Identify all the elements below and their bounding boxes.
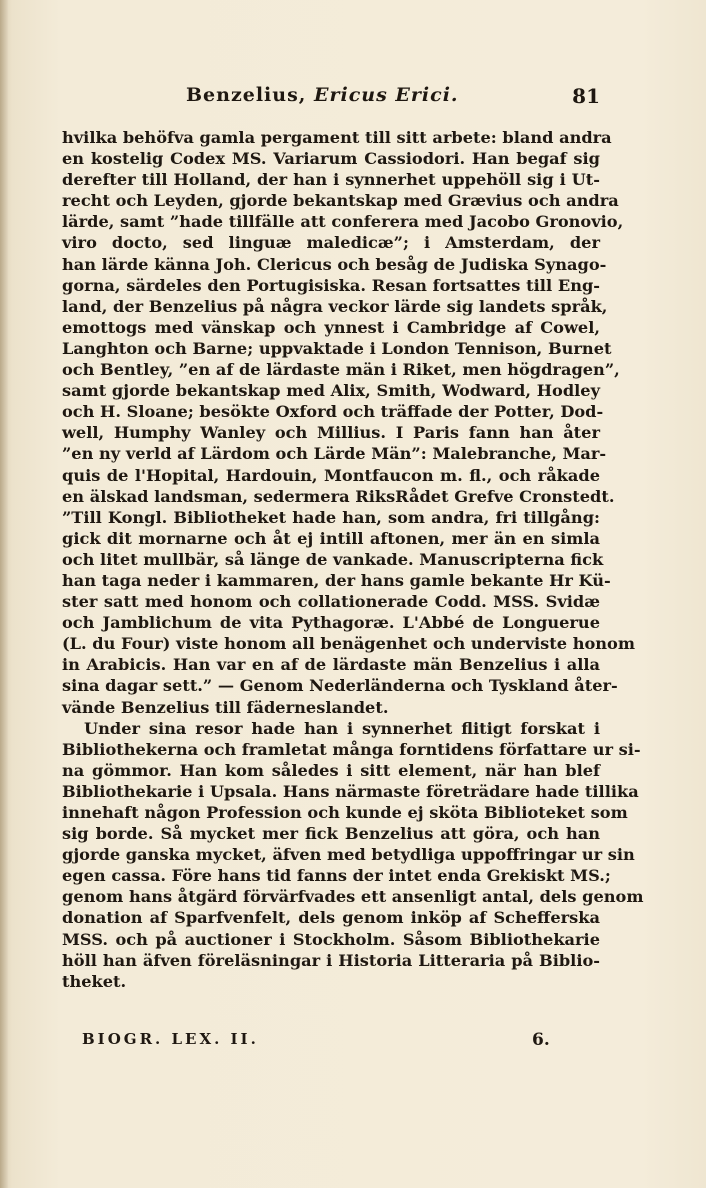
text-line: och H. Sloane; besökte Oxford och träffade der Potter, Dod- <box>62 402 604 422</box>
text-line: emottogs med vänskap och ynnest i Cambridge af Cowel, <box>62 317 600 337</box>
text-line: derefter till Holland, der han i synnerhet uppehöll sig i Ut- <box>62 170 600 190</box>
page-footer <box>62 1030 600 1056</box>
text-line: ster satt med honom och collationerade Codd. MSS. Svidæ <box>62 592 600 612</box>
text-line: höll han äfven föreläsningar i Historia Litteraria på Biblio- <box>62 950 600 970</box>
text-line: en älskad landsman, sedermera RiksRådet Grefve Cronstedt. <box>62 486 615 506</box>
page-gutter-shadow <box>0 0 8 1188</box>
text-line: och litet mullbär, så länge de vankade. Manuscripterna fick <box>62 549 604 569</box>
text-line: well, Humphy Wanley och Millius. I Paris fann han åter <box>62 423 600 443</box>
text-line: Under sina resor hade han i synnerhet flitigt forskat i <box>84 718 600 738</box>
text-line: gjorde ganska mycket, äfven med betydliga uppoffringar ur sin <box>62 845 635 865</box>
page-number: 81 <box>572 84 600 108</box>
text-line: donation af Sparfvenfelt, dels genom inköp af Schefferska <box>62 908 600 928</box>
text-line: vände Benzelius till fäderneslandet. <box>62 697 389 717</box>
text-line: hvilka behöfva gamla pergament till sitt arbete: bland andra <box>62 128 612 147</box>
running-head <box>186 84 459 106</box>
text-line: theket. <box>62 971 127 991</box>
text-line: ”en ny verld af Lärdom och Lärde Män”: Malebranche, Mar- <box>62 444 607 464</box>
text-line: och Jamblichum de vita Pythagoræ. L'Abbé de Longuerue <box>62 613 600 633</box>
text-line: han lärde känna Joh. Clericus och besåg de Judiska Synago- <box>62 254 607 274</box>
text-line: (L. du Four) viste honom all benägenhet och underviste honom <box>62 634 635 654</box>
text-line: gick dit mornarne och åt ej intill aftonen, mer än en simla <box>62 528 600 548</box>
running-head-italic: Ericus Erici. <box>314 84 459 106</box>
text-line: in Arabicis. Han var en af de lärdaste män Benzelius i alla <box>62 655 600 675</box>
text-line: han taga neder i kammaren, der hans gamle bekante Hr Kü- <box>62 570 611 590</box>
text-line: na gömmor. Han kom således i sitt element, när han blef <box>62 760 600 780</box>
text-line: samt gjorde bekantskap med Alix, Smith, Wodward, Hodley <box>62 381 600 401</box>
sheet-mark: 6. <box>532 1030 550 1050</box>
text-line: recht och Leyden, gjorde bekantskap med Grævius och andra <box>62 191 619 211</box>
text-line: land, der Benzelius på några veckor lärde sig landets språk, <box>62 296 608 316</box>
text-line: MSS. och på auctioner i Stockholm. Såsom Bibliothekarie <box>62 929 600 949</box>
printer-signature: BIOGR. LEX. II. <box>82 1030 259 1048</box>
text-line: genom hans åtgärd förvärfvades ett ansenligt antal, dels genom <box>62 887 644 907</box>
text-line: en kostelig Codex MS. Variarum Cassiodori. Han begaf sig <box>62 149 600 169</box>
text-line: Langhton och Barne; uppvaktade i London Tennison, Burnet <box>62 338 612 358</box>
text-line: viro docto, sed linguæ maledicæ”; i Amsterdam, der <box>62 233 600 253</box>
text-line: quis de l'Hopital, Hardouin, Montfaucon m. fl., och råkade <box>62 465 600 485</box>
text-line: gorna, särdeles den Portugisiska. Resan fortsattes till Eng- <box>62 275 600 295</box>
body-text <box>62 127 644 992</box>
text-line: ”Till Kongl. Bibliotheket hade han, som andra, fri tillgång: <box>62 507 600 527</box>
text-line: innehaft någon Profession och kunde ej sköta Biblioteket som <box>62 803 628 822</box>
running-head-name: Benzelius, <box>186 84 307 106</box>
text-line: egen cassa. Före hans tid fanns der intet enda Grekiskt MS.; <box>62 866 611 886</box>
text-line: Bibliothekarie i Upsala. Hans närmaste företrädare hade tillika <box>62 781 639 801</box>
text-line: sig borde. Så mycket mer fick Benzelius att göra, och han <box>62 824 600 844</box>
page-header <box>120 84 600 114</box>
text-line: sina dagar sett.” — Genom Nederländerna och Tyskland åter- <box>62 676 618 696</box>
text-line: och Bentley, ”en af de lärdaste män i Riket, men högdragen”, <box>62 360 620 380</box>
text-line: Bibliothekerna och framletat många forntidens författare ur si- <box>62 739 641 759</box>
text-line: lärde, samt ”hade tillfälle att conferera med Jacobo Gronovio, <box>62 212 624 232</box>
